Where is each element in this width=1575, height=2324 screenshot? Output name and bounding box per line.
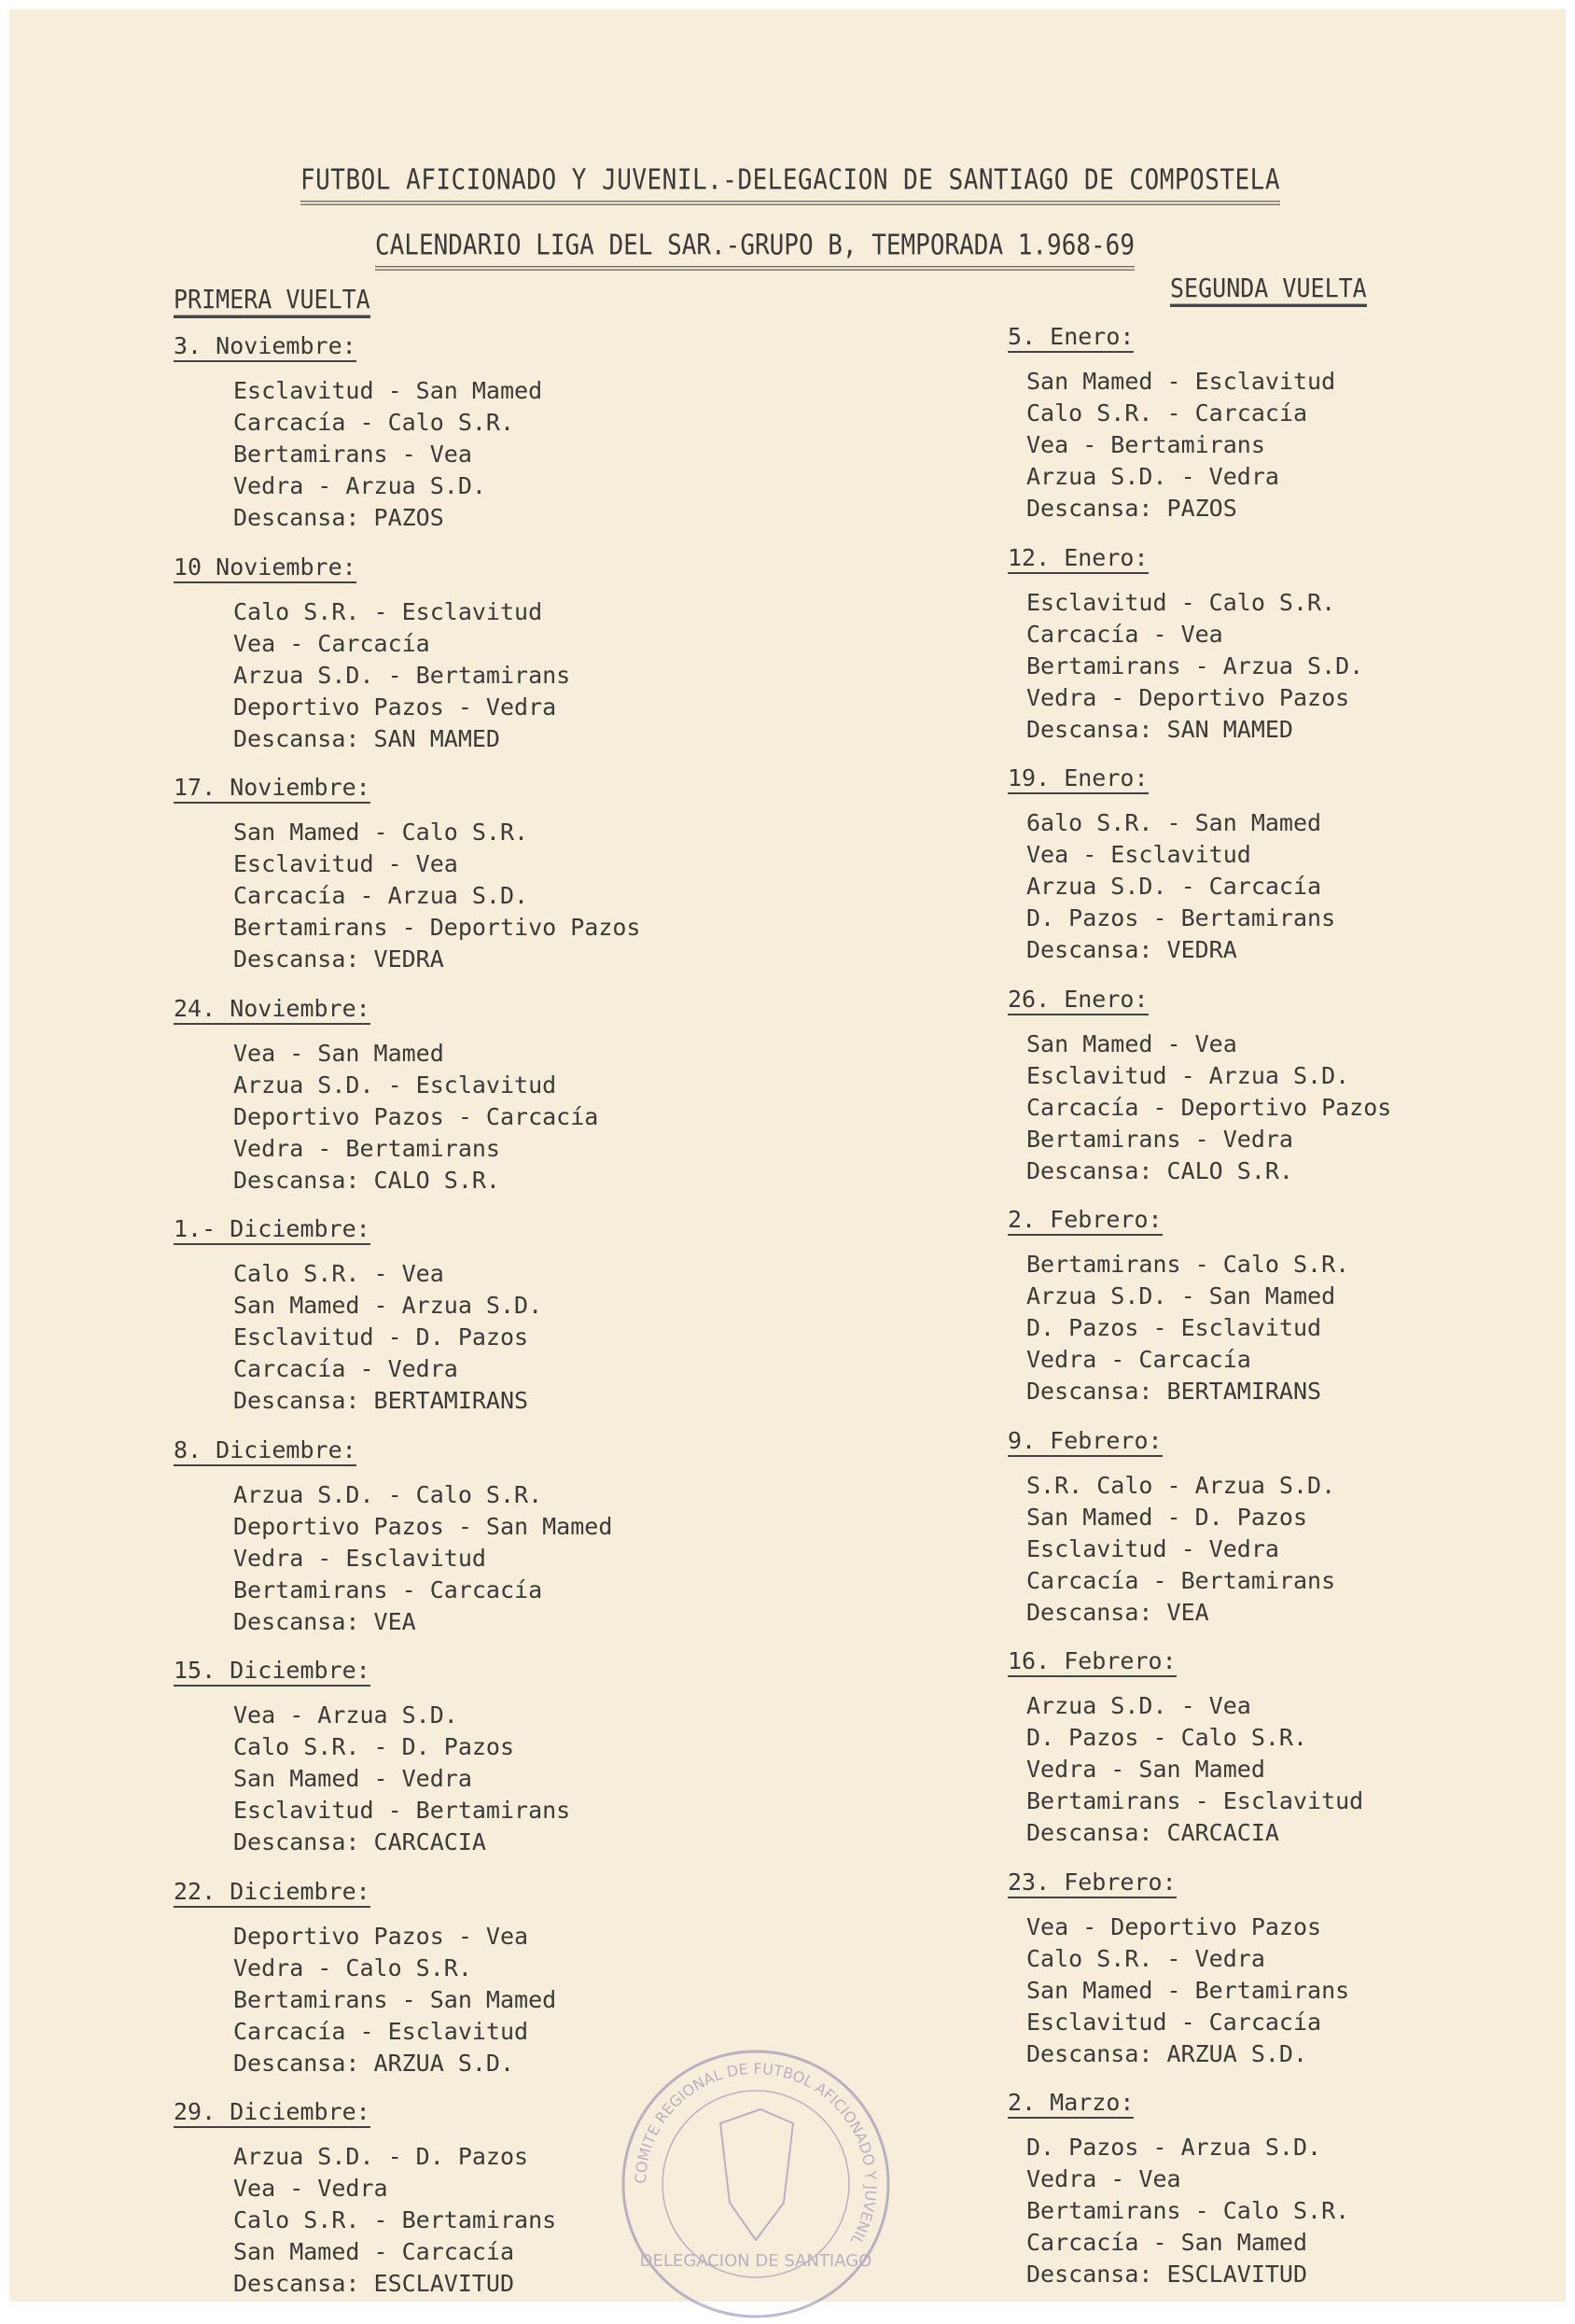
matchday-block xyxy=(174,1215,641,1436)
fixture-line: Calo S.R. - Esclavitud xyxy=(233,597,543,625)
matchday-date: 12. Enero: xyxy=(1008,544,1149,574)
matchday-block xyxy=(174,553,641,775)
matchday-block xyxy=(174,774,641,995)
fixtures-list xyxy=(1026,2132,1391,2290)
fixture-line: S.R. Calo - Arzua S.D. xyxy=(1026,1471,1336,1499)
matchday-block xyxy=(1008,764,1391,986)
fixture-line: Carcacía - Deportivo Pazos xyxy=(1026,1093,1392,1121)
fixture-line: Arzua S.D. - Esclavitud xyxy=(233,1071,557,1099)
fixture-line: Deportivo Pazos - Carcacía xyxy=(233,1102,599,1130)
matchday-date: 10 Noviembre: xyxy=(174,553,356,583)
fixtures-list xyxy=(233,1038,641,1197)
fixture-line: Vedra - Arzua S.D. xyxy=(233,472,486,499)
fixture-line: Calo S.R. - D. Pazos xyxy=(233,1733,515,1760)
fixtures-list xyxy=(233,1921,641,2079)
delegation-stamp xyxy=(616,2044,896,2324)
fixtures-list xyxy=(1026,366,1391,525)
fixture-line: D. Pazos - Esclavitud xyxy=(1026,1314,1322,1341)
fixture-line: Bertamirans - Carcacía xyxy=(233,1575,543,1603)
matchday-block xyxy=(174,332,641,553)
rest-team-line: Descansa: CARCACIA xyxy=(233,1828,486,1855)
fixture-line: Calo S.R. - Carcacía xyxy=(1026,399,1308,427)
fixture-line: 6alo S.R. - San Mamed xyxy=(1026,809,1322,836)
fixture-line: San Mamed - Calo S.R. xyxy=(233,819,529,846)
document-title: FUTBOL AFICIONADO Y JUVENIL.-DELEGACION DE SANTIAGO DE COMPOSTELA xyxy=(300,164,1280,205)
segunda-vuelta-column xyxy=(1008,323,1391,2310)
stamp-center-text: DELEGACION DE SANTIAGO xyxy=(639,2251,872,2271)
fixture-line: Vea - Vedra xyxy=(233,2175,388,2202)
fixture-line: Bertamirans - Deportivo Pazos xyxy=(233,914,641,941)
fixtures-list xyxy=(1026,1249,1391,1407)
matchday-block xyxy=(174,1878,641,2099)
matchday-date: 2. Marzo: xyxy=(1008,2089,1134,2119)
fixture-line: Bertamirans - Calo S.R. xyxy=(1026,1251,1350,1278)
fixture-line: Carcacía - Vea xyxy=(1026,620,1223,648)
rest-team-line: Descansa: ARZUA S.D. xyxy=(1026,2039,1308,2067)
fixture-line: Vea - San Mamed xyxy=(233,1039,444,1067)
rest-team-line: Descansa: BERTAMIRANS xyxy=(1026,1378,1322,1405)
rest-team-line: Descansa: VEA xyxy=(233,1607,416,1635)
matchday-date: 8. Diciembre: xyxy=(174,1436,356,1466)
fixture-line: San Mamed - D. Pazos xyxy=(1026,1503,1308,1531)
fixture-line: San Mamed - Carcacía xyxy=(233,2238,515,2265)
fixtures-list xyxy=(233,375,641,534)
matchday-block xyxy=(174,995,641,1216)
fixture-line: Deportivo Pazos - Vea xyxy=(233,1922,529,1950)
rest-team-line: Descansa: BERTAMIRANS xyxy=(233,1387,529,1414)
fixture-line: Arzua S.D. - Bertamirans xyxy=(233,661,571,689)
fixture-line: Carcacía - Calo S.R. xyxy=(233,409,515,436)
matchday-block xyxy=(1008,323,1391,544)
fixture-line: Vedra - Carcacía xyxy=(1026,1346,1251,1373)
fixture-line: Arzua S.D. - Carcacía xyxy=(1026,873,1322,900)
segunda-vuelta-heading: SEGUNDA VUELTA xyxy=(1170,273,1367,307)
rest-team-line: Descansa: SAN MAMED xyxy=(233,724,500,752)
fixtures-list xyxy=(233,817,641,975)
rest-team-line: Descansa: CALO S.R. xyxy=(233,1166,500,1194)
matchday-date: 1.- Diciembre: xyxy=(174,1215,370,1245)
fixture-line: Arzua S.D. - Vea xyxy=(1026,1692,1251,1719)
rest-team-line: Descansa: CARCACIA xyxy=(1026,1819,1279,1846)
fixtures-list xyxy=(1026,1470,1391,1629)
fixture-line: Arzua S.D. - Calo S.R. xyxy=(233,1480,543,1508)
fixture-line: Calo S.R. - Bertamirans xyxy=(233,2206,557,2233)
matchday-date: 23. Febrero: xyxy=(1008,1869,1177,1898)
primera-vuelta-heading: PRIMERA VUELTA xyxy=(174,284,370,318)
fixture-line: Esclavitud - Carcacía xyxy=(1026,2008,1322,2036)
rest-team-line: Descansa: PAZOS xyxy=(1026,495,1237,522)
rest-team-line: Descansa: ARZUA S.D. xyxy=(233,2049,515,2077)
rest-team-line: Descansa: VEDRA xyxy=(233,945,444,973)
matchday-date: 22. Diciembre: xyxy=(174,1878,370,1908)
stamp-ring-text: COMITE REGIONAL DE FUTBOL AFICIONADO Y JUVENIL xyxy=(631,2059,881,2248)
fixture-line: D. Pazos - Arzua S.D. xyxy=(1026,2134,1322,2161)
fixture-line: Carcacía - San Mamed xyxy=(1026,2229,1308,2256)
fixture-line: Esclavitud - Vedra xyxy=(1026,1534,1279,1562)
rest-team-line: Descansa: PAZOS xyxy=(233,504,444,531)
fixture-line: Calo S.R. - Vedra xyxy=(1026,1944,1265,1972)
fixtures-list xyxy=(1026,1029,1391,1187)
matchday-date: 2. Febrero: xyxy=(1008,1206,1163,1236)
fixtures-list xyxy=(233,596,641,755)
matchday-date: 3. Noviembre: xyxy=(174,332,356,362)
matchday-date: 5. Enero: xyxy=(1008,323,1134,353)
fixture-line: Esclavitud - San Mamed xyxy=(233,377,543,404)
matchday-block xyxy=(1008,1427,1391,1648)
matchday-date: 15. Diciembre: xyxy=(174,1657,370,1687)
fixture-line: San Mamed - Esclavitud xyxy=(1026,368,1336,395)
fixture-line: Arzua S.D. - San Mamed xyxy=(1026,1282,1336,1309)
rest-team-line: Descansa: ESCLAVITUD xyxy=(1026,2261,1308,2288)
fixture-line: Vedra - Calo S.R. xyxy=(233,1953,472,1981)
fixture-line: Arzua S.D. - D. Pazos xyxy=(233,2143,529,2170)
fixtures-list xyxy=(1026,587,1391,746)
rest-team-line: Descansa: VEA xyxy=(1026,1598,1209,1626)
matchday-block xyxy=(1008,1869,1391,2090)
matchday-date: 26. Enero: xyxy=(1008,986,1149,1015)
fixture-line: Deportivo Pazos - Vedra xyxy=(233,693,557,721)
fixture-line: Calo S.R. - Vea xyxy=(233,1260,444,1287)
fixture-line: Bertamirans - Esclavitud xyxy=(1026,1787,1364,1814)
fixtures-list xyxy=(1026,1690,1391,1849)
matchday-date: 24. Noviembre: xyxy=(174,995,370,1025)
fixture-line: D. Pazos - Calo S.R. xyxy=(1026,1724,1308,1751)
fixture-line: Deportivo Pazos - San Mamed xyxy=(233,1512,613,1540)
fixture-line: San Mamed - Arzua S.D. xyxy=(233,1292,543,1319)
matchday-date: 9. Febrero: xyxy=(1008,1427,1163,1457)
fixture-line: Bertamirans - Calo S.R. xyxy=(1026,2197,1350,2224)
fixture-line: San Mamed - Vea xyxy=(1026,1029,1237,1057)
matchday-block xyxy=(1008,1206,1391,1427)
fixture-line: Carcacía - Esclavitud xyxy=(233,2017,529,2045)
matchday-block xyxy=(1008,986,1391,1207)
fixtures-list xyxy=(1026,1911,1391,2070)
fixture-line: Bertamirans - Arzua S.D. xyxy=(1026,651,1364,679)
fixtures-list xyxy=(233,1479,641,1638)
fixture-line: Bertamirans - Vea xyxy=(233,441,472,468)
shield-icon xyxy=(720,2109,793,2240)
fixtures-list xyxy=(233,2141,641,2300)
matchday-date: 29. Diciembre: xyxy=(174,2098,370,2128)
matchday-block xyxy=(1008,544,1391,765)
matchday-block xyxy=(1008,2089,1391,2310)
fixture-line: Vea - Arzua S.D. xyxy=(233,1701,458,1729)
fixture-line: Vedra - Esclavitud xyxy=(233,1544,486,1572)
fixture-line: Vedra - Deportivo Pazos xyxy=(1026,683,1350,711)
fixture-line: Esclavitud - D. Pazos xyxy=(233,1323,529,1351)
rest-team-line: Descansa: CALO S.R. xyxy=(1026,1156,1293,1184)
fixture-line: Esclavitud - Bertamirans xyxy=(233,1797,571,1824)
fixtures-list xyxy=(233,1700,641,1858)
fixture-line: Vea - Bertamirans xyxy=(1026,431,1265,458)
fixture-line: Carcacía - Bertamirans xyxy=(1026,1566,1336,1594)
fixture-line: Carcacía - Vedra xyxy=(233,1355,458,1382)
fixture-line: San Mamed - Vedra xyxy=(233,1765,472,1792)
rest-team-line: Descansa: SAN MAMED xyxy=(1026,715,1293,743)
fixture-line: Arzua S.D. - Vedra xyxy=(1026,463,1279,490)
fixtures-list xyxy=(1026,807,1391,966)
fixture-line: Vedra - San Mamed xyxy=(1026,1756,1265,1783)
fixture-line: Vea - Carcacía xyxy=(233,629,430,657)
fixture-line: Vea - Esclavitud xyxy=(1026,841,1251,868)
matchday-block xyxy=(174,1657,641,1878)
fixture-line: Bertamirans - Vedra xyxy=(1026,1125,1293,1153)
rest-team-line: Descansa: VEDRA xyxy=(1026,936,1237,963)
fixture-line: D. Pazos - Bertamirans xyxy=(1026,904,1336,931)
fixture-line: Esclavitud - Calo S.R. xyxy=(1026,588,1336,616)
matchday-date: 16. Febrero: xyxy=(1008,1647,1177,1677)
fixture-line: Vea - Deportivo Pazos xyxy=(1026,1912,1322,1940)
fixture-line: San Mamed - Bertamirans xyxy=(1026,1976,1350,2004)
fixture-line: Vedra - Vea xyxy=(1026,2165,1181,2192)
fixture-line: Esclavitud - Vea xyxy=(233,850,458,877)
fixture-line: Vedra - Bertamirans xyxy=(233,1134,500,1162)
matchday-date: 17. Noviembre: xyxy=(174,774,370,804)
document-subtitle: CALENDARIO LIGA DEL SAR.-GRUPO B, TEMPORADA 1.968-69 xyxy=(375,230,1135,271)
fixture-line: Carcacía - Arzua S.D. xyxy=(233,882,529,909)
fixtures-list xyxy=(233,1258,641,1417)
matchday-block xyxy=(174,1436,641,1658)
matchday-date: 19. Enero: xyxy=(1008,764,1149,794)
fixture-line: Bertamirans - San Mamed xyxy=(233,1985,557,2013)
matchday-block xyxy=(174,2098,641,2319)
primera-vuelta-column xyxy=(174,332,641,2319)
rest-team-line: Descansa: ESCLAVITUD xyxy=(233,2270,515,2297)
stamp-inner-ring xyxy=(662,2091,849,2277)
matchday-block xyxy=(1008,1647,1391,1869)
fixture-line: Esclavitud - Arzua S.D. xyxy=(1026,1061,1350,1089)
